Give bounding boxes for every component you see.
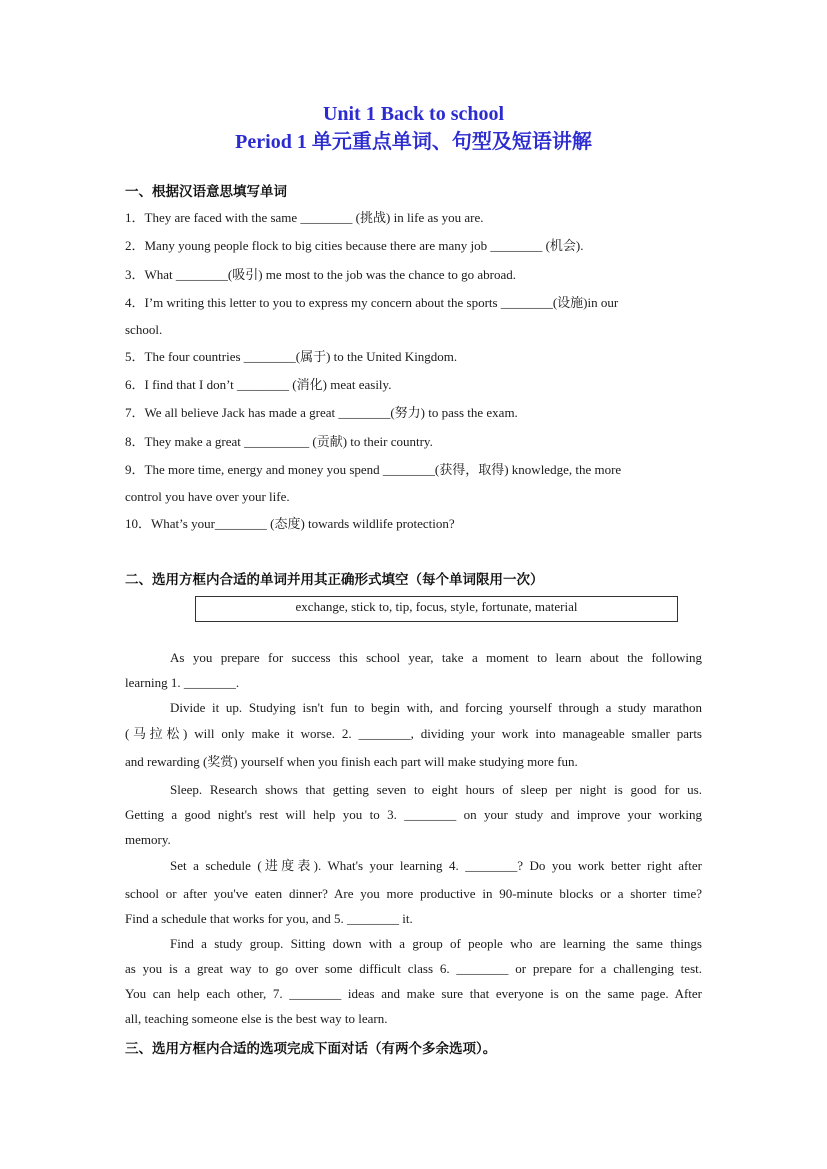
passage-line: all, teaching someone else is the best way to learn. bbox=[125, 1011, 388, 1026]
passage-line: As you prepare for success this school year, take a moment to learn about the following bbox=[170, 650, 702, 665]
passage-line: Find a study group. Sitting down with a group of people who are learning the same things bbox=[170, 936, 702, 951]
passage-line: memory. bbox=[125, 832, 171, 847]
question-10: 10．What’s your________ (态度) towards wildlife protection? bbox=[125, 516, 455, 531]
question-9-continued: control you have over your life. bbox=[125, 489, 290, 504]
passage-line: Find a schedule that works for you, and 5. ________ it. bbox=[125, 911, 413, 926]
question-3: 3．What ________(吸引) me most to the job was the chance to go abroad. bbox=[125, 267, 516, 282]
passage-line: Divide it up. Studying isn't fun to begin with, and forcing yourself through a study marathon bbox=[170, 700, 702, 715]
unit-title: Unit 1 Back to school bbox=[322, 103, 505, 125]
section2-heading: 二、选用方框内合适的单词并用其正确形式填空（每个单词限用一次） bbox=[125, 572, 544, 588]
passage-line: as you is a great way to go over some difficult class 6. ________ or prepare for a challenging test. bbox=[125, 961, 702, 976]
passage-line: (马拉松) will only make it worse. 2. ________, dividing your work into manageable smaller parts bbox=[125, 726, 702, 741]
question-8: 8．They make a great __________ (贡献) to their country. bbox=[125, 434, 433, 449]
passage-line: Sleep. Research shows that getting seven to eight hours of sleep per night is good for us. bbox=[170, 782, 702, 797]
word-box: exchange, stick to, tip, focus, style, fortunate, material bbox=[195, 596, 678, 622]
section3-heading: 三、选用方框内合适的选项完成下面对话（有两个多余选项）。 bbox=[125, 1041, 497, 1057]
question-7: 7．We all believe Jack has made a great ________(努力) to pass the exam. bbox=[125, 405, 518, 420]
question-4: 4．I’m writing this letter to you to express my concern about the sports ________(设施)in our bbox=[125, 295, 619, 310]
question-6: 6．I find that I don’t ________ (消化) meat easily. bbox=[125, 377, 392, 392]
section1-heading: 一、根据汉语意思填写单词 bbox=[125, 184, 287, 200]
question-1: 1．They are faced with the same ________ (挑战) in life as you are. bbox=[125, 210, 484, 225]
question-9: 9．The more time, energy and money you spend ________(获得，取得) knowledge, the more bbox=[125, 462, 622, 477]
passage-line: and rewarding (奖赏) yourself when you finish each part will make studying more fun. bbox=[125, 754, 578, 769]
passage-line: learning 1. ________. bbox=[125, 675, 240, 690]
passage-line: Set a schedule (进度表). What's your learning 4. ________? Do you work better right after bbox=[170, 858, 702, 873]
period-title: Period 1 单元重点单词、句型及短语讲解 bbox=[235, 131, 592, 153]
passage-line: You can help each other, 7. ________ ideas and make sure that everyone is on the same page. After bbox=[125, 986, 702, 1001]
question-2: 2．Many young people flock to big cities because there are many job ________ (机会). bbox=[125, 238, 584, 253]
passage-line: school or after you've eaten dinner? Are you more productive in 90-minute blocks or a shorter time? bbox=[125, 886, 702, 901]
passage-line: Getting a good night's rest will help you to 3. ________ on your study and improve your working bbox=[125, 807, 702, 822]
question-5: 5．The four countries ________(属于) to the United Kingdom. bbox=[125, 349, 458, 364]
question-4-continued: school. bbox=[125, 322, 163, 337]
